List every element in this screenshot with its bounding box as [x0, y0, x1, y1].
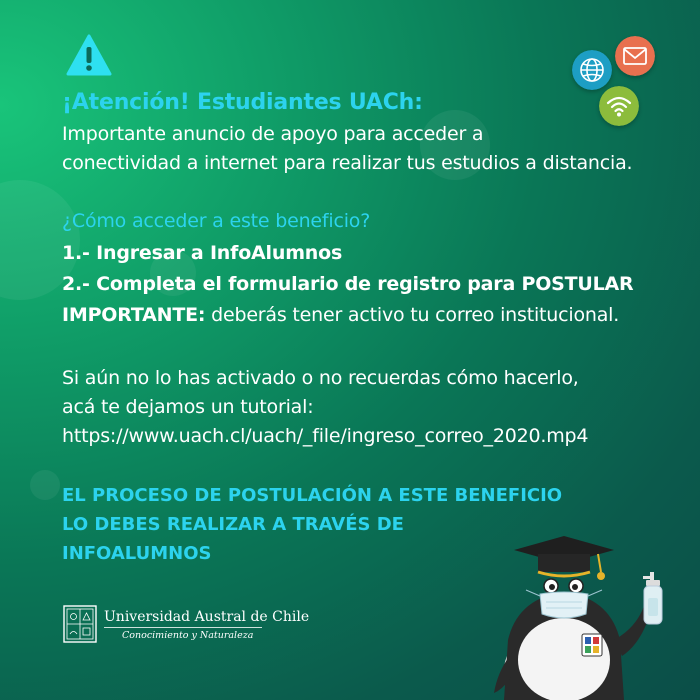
important-label: IMPORTANTE: [62, 304, 206, 326]
tutorial-line-1: Si aún no lo has activado o no recuerdas cómo hacerlo, [62, 367, 579, 389]
email-icon [615, 36, 655, 76]
step-2: 2.- Completa el formulario de registro para POSTULAR [62, 273, 634, 295]
step-1: 1.- Ingresar a InfoAlumnos [62, 242, 343, 264]
tutorial-line-2: acá te dejamos un tutorial: [62, 396, 314, 418]
university-crest-icon [62, 604, 98, 644]
penguin-graduate-mascot [486, 528, 686, 700]
globe-icon [572, 50, 612, 90]
announcement-title: ¡Atención! Estudiantes UACh: [62, 90, 423, 115]
tutorial-url[interactable]: https://www.uach.cl/uach/_file/ingreso_correo_2020.mp4 [62, 425, 589, 447]
closing-line-3: INFOALUMNOS [62, 543, 212, 564]
important-note [62, 304, 619, 326]
decorative-bubble [30, 470, 60, 500]
university-logo [62, 604, 310, 644]
wifi-icon [599, 86, 639, 126]
important-text: deberás tener activo tu correo institucional. [205, 304, 620, 326]
university-tagline: Conocimiento y Naturaleza [122, 630, 254, 641]
warning-icon [66, 34, 112, 76]
benefit-question: ¿Cómo acceder a este beneficio? [62, 210, 371, 232]
closing-line-2: LO DEBES REALIZAR A TRAVÉS DE [62, 514, 404, 535]
intro-line-1: Importante anuncio de apoyo para acceder a [62, 123, 484, 145]
logo-divider [104, 627, 262, 628]
university-name: Universidad Austral de Chile [104, 609, 310, 625]
intro-line-2: conectividad a internet para realizar tus estudios a distancia. [62, 152, 633, 174]
closing-line-1: EL PROCESO DE POSTULACIÓN A ESTE BENEFICIO [62, 485, 563, 506]
